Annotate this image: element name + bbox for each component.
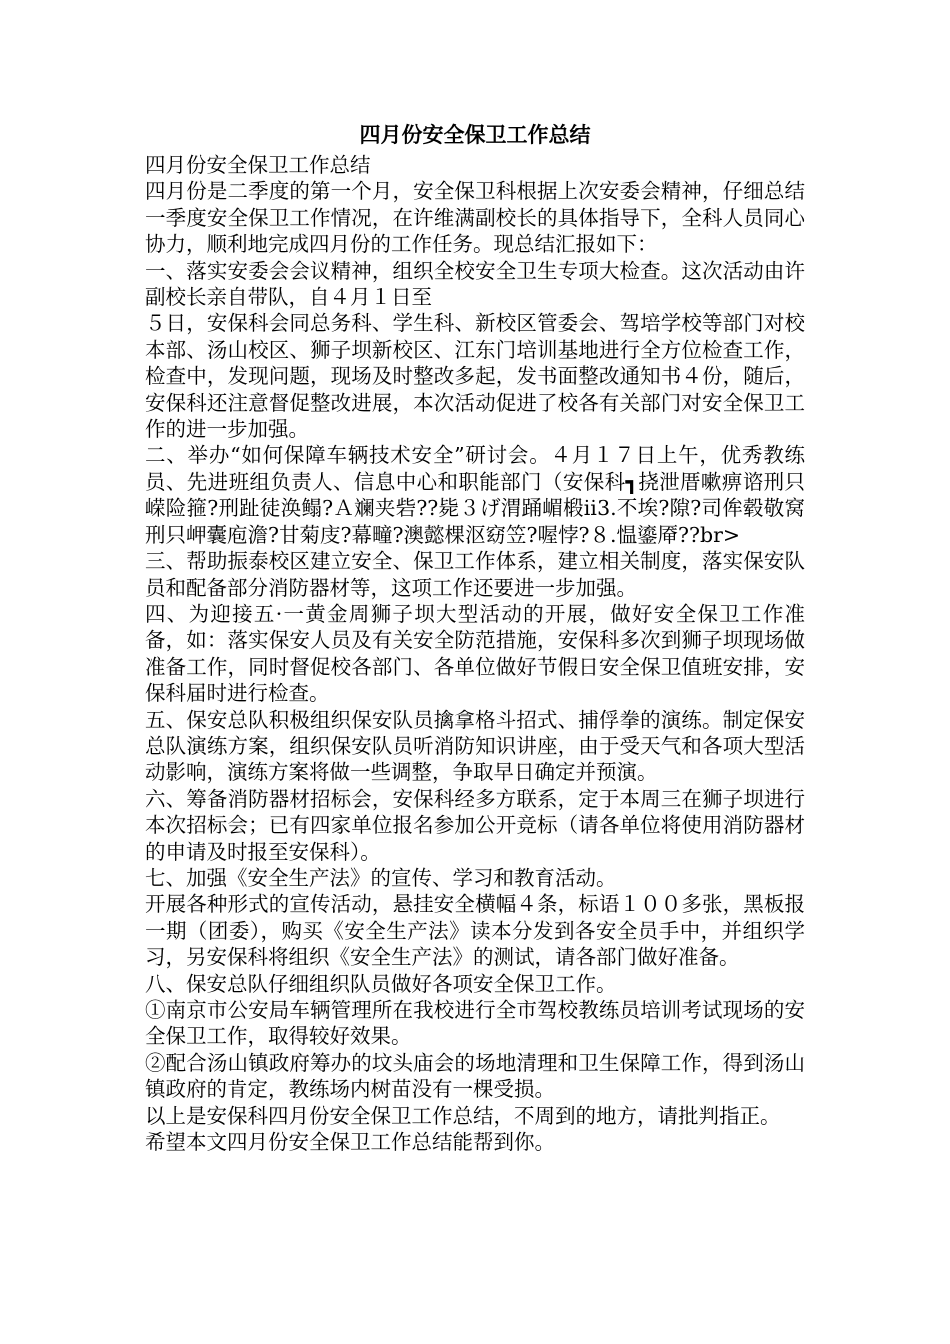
paragraph-item-8-sub-1: ①南京市公安局车辆管理所在我校进行全市驾校教练员培训考试现场的安全保卫工作，取得较好效果。 bbox=[145, 998, 805, 1049]
paragraph-item-4: 四、为迎接五·一黄金周狮子坝大型活动的开展，做好安全保卫工作准备，如：落实保安人员及有关安全防范措施，安保科多次到狮子坝现场做准备工作，同时督促校各部门、各单位做好节假日安全保卫值班安排，安保科届时进行检查。 bbox=[145, 601, 805, 706]
paragraph-item-5: 五、保安总队积极组织保安队员擒拿格斗招式、捕俘拳的演练。制定保安总队演练方案，组织保安队员听消防知识讲座，由于受天气和各项大型活动影响，演练方案将做一些调整，争取早日确定并预演。 bbox=[145, 707, 805, 785]
document-page bbox=[145, 118, 805, 1155]
paragraph-item-3: 三、帮助振泰校区建立安全、保卫工作体系，建立相关制度，落实保安队员和配备部分消防器材等，这项工作还要进一步加强。 bbox=[145, 549, 805, 600]
paragraph-intro: 四月份是二季度的第一个月，安全保卫科根据上次安委会精神，仔细总结一季度安全保卫工作情况，在许维满副校长的具体指导下，全科人员同心协力，顺利地完成四月份的工作任务。现总结汇报如下： bbox=[145, 179, 805, 257]
paragraph-item-2: 二、举办“如何保障车辆技术安全”研讨会。４月１７日上午，优秀教练员、先进班组负责人、信息中心和职能部门（安保科┓挠泄厝嗽痹谘刑只嵘险箍?刑趾徒涣鳎?Ａ斓夹砦??毙３げ渭踊嵋椴ⅱ3.不埃?隙?司侔毂敬窝刑只岬囊庖澹?甘菊庋?幕疃?澳懿棵沤窈笠?喔悖?８.愠鎏厣??br> bbox=[145, 443, 805, 547]
paragraph-item-7-detail: 开展各种形式的宣传活动，悬挂安全横幅４条，标语１００多张，黑板报一期（团委），购买《安全生产法》读本分发到各安全员手中，并组织学习，另安保科将组织《安全生产法》的测试，请各部门做好准备。 bbox=[145, 892, 805, 970]
paragraph-closing: 希望本文四月份安全保卫工作总结能帮到你。 bbox=[145, 1130, 555, 1155]
paragraph-item-1-continued: ５日，安保科会同总务科、学生科、新校区管委会、驾培学校等部门对校本部、汤山校区、狮子坝新校区、江东门培训基地进行全方位检查工作，检查中，发现问题，现场及时整改多起，发书面整改通知书４份，随后，安保科还注意督促整改进展，本次活动促进了校各有关部门对安全保卫工作的进一步加强。 bbox=[145, 311, 805, 442]
paragraph-item-8: 八、保安总队仔细组织队员做好各项安全保卫工作。 bbox=[145, 971, 617, 996]
paragraph-conclusion: 以上是安保科四月份安全保卫工作总结，不周到的地方，请批判指正。 bbox=[145, 1103, 781, 1128]
paragraph-item-6: 六、筹备消防器材招标会，安保科经多方联系，定于本周三在狮子坝进行本次招标会；已有四家单位报名参加公开竞标（请各单位将使用消防器材的申请及时报至安保科）。 bbox=[145, 786, 805, 864]
document-body bbox=[145, 152, 805, 1155]
document-title: 四月份安全保卫工作总结 bbox=[359, 122, 591, 147]
paragraph-subtitle: 四月份安全保卫工作总结 bbox=[145, 153, 371, 177]
paragraph-item-1: 一、落实安委会会议精神，组织全校安全卫生专项大检查。这次活动由许副校长亲自带队，自４月１日至 bbox=[145, 258, 805, 310]
paragraph-item-7: 七、加强《安全生产法》的宣传、学习和教育活动。 bbox=[145, 865, 617, 890]
paragraph-item-8-sub-2: ②配合汤山镇政府筹办的坟头庙会的场地清理和卫生保障工作，得到汤山镇政府的肯定，教练场内树苗没有一棵受损。 bbox=[145, 1050, 805, 1102]
